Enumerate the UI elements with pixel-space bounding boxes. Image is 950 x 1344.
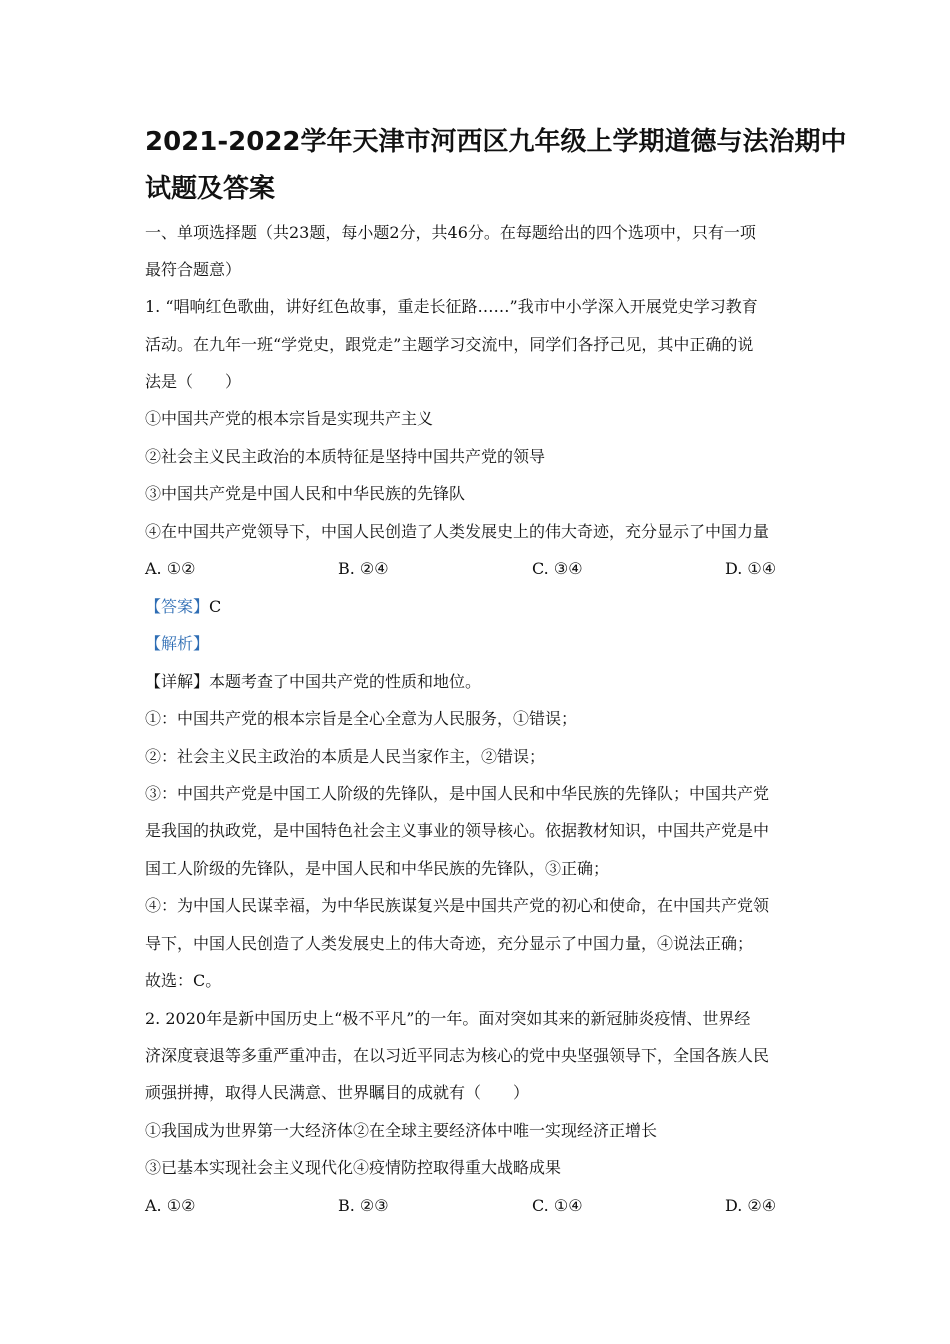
q1-option-d: D. ①④	[725, 559, 777, 578]
q1-explanation-line-3: ③：中国共产党是中国工人阶级的先锋队，是中国人民和中华民族的先锋队；中国共产党	[145, 784, 770, 803]
document-title-line-1: 2021-2022学年天津市河西区九年级上学期道德与法治期中	[145, 127, 847, 157]
q1-explanation-line-5: 国工人阶级的先锋队，是中国人民和中华民族的先锋队，③正确；	[145, 859, 610, 878]
document-title-line-2: 试题及答案	[145, 174, 276, 204]
q1-item-1: ①中国共产党的根本宗旨是实现共产主义	[145, 409, 434, 428]
q1-answer	[145, 596, 815, 618]
answer-value: C	[209, 597, 222, 616]
section-heading-line-1: 一、单项选择题（共23题，每小题2分，共46分。在每题给出的四个选项中，只有一项	[145, 223, 756, 242]
q1-explanation-line-8: 故选：C。	[145, 971, 222, 990]
q1-explanation-line-7: 导下，中国人民创造了人类发展史上的伟大奇迹，充分显示了中国力量，④说法正确；	[145, 934, 754, 953]
q1-explanation-line-4: 是我国的执政党，是中国特色社会主义事业的领导核心。依据教材知识，中国共产党是中	[145, 821, 770, 840]
q2-stem-line-3: 顽强拼搏，取得人民满意、世界瞩目的成就有（ ）	[145, 1083, 530, 1102]
q1-explanation-line-2: ②：社会主义民主政治的本质是人民当家作主，②错误；	[145, 747, 546, 766]
q2-option-d: D. ②④	[725, 1196, 777, 1215]
analysis-tag: 【解析】	[145, 634, 210, 653]
q1-stem-line-1: 1. “唱响红色歌曲，讲好红色故事，重走长征路……”我市中小学深入开展党史学习教育	[145, 297, 758, 316]
detail-tag: 【详解】	[145, 672, 210, 691]
q2-option-c: C. ①④	[532, 1196, 583, 1215]
q1-explanation-line-1: ①：中国共产党的根本宗旨是全心全意为人民服务，①错误；	[145, 709, 578, 728]
detail-text: 本题考查了中国共产党的性质和地位。	[209, 672, 482, 691]
q2-item-2: ③已基本实现社会主义现代化④疫情防控取得重大战略成果	[145, 1158, 562, 1177]
q2-option-b: B. ②③	[338, 1196, 389, 1215]
q1-explanation-line-6: ④：为中国人民谋幸福，为中华民族谋复兴是中国共产党的初心和使命，在中国共产党领	[145, 896, 770, 915]
q2-option-a: A. ①②	[145, 1196, 196, 1215]
q1-option-c: C. ③④	[532, 559, 583, 578]
q2-stem-line-2: 济深度衰退等多重严重冲击，在以习近平同志为核心的党中央坚强领导下，全国各族人民	[145, 1046, 770, 1065]
answer-tag: 【答案】	[145, 597, 210, 616]
q1-stem-line-3: 法是（ ）	[145, 372, 242, 391]
q1-option-b: B. ②④	[338, 559, 389, 578]
section-heading-line-2: 最符合题意）	[145, 260, 242, 279]
q2-stem-line-1: 2. 2020年是新中国历史上“极不平凡”的一年。面对突如其来的新冠肺炎疫情、世界经	[145, 1009, 751, 1028]
q1-item-3: ③中国共产党是中国人民和中华民族的先锋队	[145, 484, 466, 503]
q1-analysis	[145, 633, 815, 655]
q1-item-4: ④在中国共产党领导下，中国人民创造了人类发展史上的伟大奇迹，充分显示了中国力量	[145, 522, 770, 541]
q1-option-a: A. ①②	[145, 559, 196, 578]
q2-item-1: ①我国成为世界第一大经济体②在全球主要经济体中唯一实现经济正增长	[145, 1121, 658, 1140]
q1-detail	[145, 671, 815, 693]
q1-stem-line-2: 活动。在九年一班“学党史，跟党走”主题学习交流中，同学们各抒己见，其中正确的说	[145, 335, 754, 354]
q1-item-2: ②社会主义民主政治的本质特征是坚持中国共产党的领导	[145, 447, 546, 466]
